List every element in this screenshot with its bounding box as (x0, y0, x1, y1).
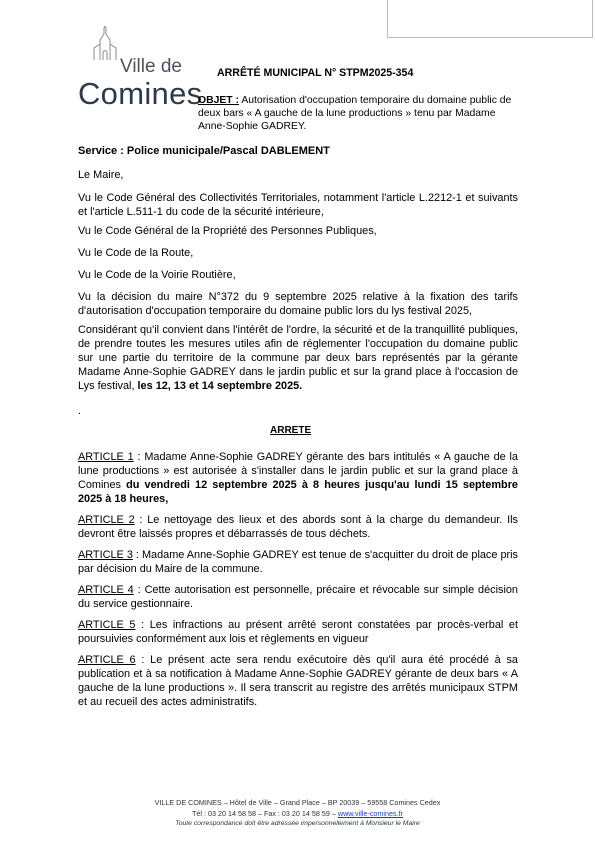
article-sep: : (132, 549, 142, 561)
article-text: Madame Anne-Sophie GADREY gérante des bars intitulés « A gauche de la lune productions » est autorisée à s'installer dans le jardin public et sur la grand place à Comines (78, 451, 518, 491)
article-text: Les infractions au présent arrêté seront constatées par procès-verbal et poursuivies conformément aux lois et règlements en vigueur (78, 619, 518, 645)
objet-label: OBJET : (198, 95, 239, 106)
article-label: ARTICLE 5 (78, 619, 136, 631)
article-sep: : (135, 619, 150, 631)
article-3 (78, 548, 518, 576)
considerant-paragraph (78, 323, 518, 393)
intro-text: Le Maire, (78, 169, 124, 181)
article-sep: : (133, 451, 145, 463)
article-text: Madame Anne-Sophie GADREY est tenue de s'acquitter du droit de place pris par décision du Maire de la commune. (78, 549, 519, 575)
logo-line2: Comines (78, 76, 203, 111)
footer-website-link[interactable]: www.ville-comines.fr (337, 809, 403, 818)
article-sep: : (135, 654, 151, 666)
article-text: Le nettoyage des lieux et des abords sont à la charge du demandeur. Ils devront être laissés propres et débarrassés de tous déchets. (78, 514, 518, 540)
footer-address: VILLE DE COMINES – Hôtel de Ville – Grand Place – BP 20039 – 59558 Comines Cedex (154, 798, 441, 807)
article-1 (78, 450, 518, 506)
church-icon (92, 26, 122, 60)
article-5 (78, 618, 518, 646)
separator-dot: . (78, 405, 82, 417)
article-sep: : (133, 584, 145, 596)
city-logo (78, 26, 203, 114)
article-bold: du vendredi 12 septembre 2025 à 8 heures jusqu'au lundi 15 septembre 2025 à 18 heures, (78, 479, 518, 505)
objet-text: Autorisation d'occupation temporaire du domaine public de deux bars « A gauche de la lune productions » tenu par Madame Anne-Sophie GADREY. (198, 95, 512, 132)
footer-note: Toute correspondance doit être adressée impersonnellement à Monsieur le Maire (175, 820, 420, 827)
article-6 (78, 653, 518, 709)
service-line: Service : Police municipale/Pascal DABLEMENT (78, 145, 330, 157)
article-text: Le présent acte sera rendu exécutoire dès qu'il aura été procédé à sa publication et à sa notification à Madame Anne-Sophie GADREY gérante de deux bars « A gauche de la lune productions ». Il sera transcrit au registre des arrêtés municipaux STPM et au recueil des actes administratifs. (78, 654, 518, 708)
logo-line1: Ville de (120, 56, 182, 77)
article-2 (78, 513, 518, 541)
document-title: ARRÊTÉ MUNICIPAL N° STPM2025-354 (217, 67, 414, 79)
article-label: ARTICLE 2 (78, 514, 135, 526)
article-sep: : (134, 514, 148, 526)
vu-cgct: Vu le Code Général des Collectivités Territoriales, notamment l'article L.2212-1 et suivants et l'article L.511-1 du code de la sécurité intérieure, (78, 192, 518, 218)
stamp-box (387, 0, 593, 38)
article-label: ARTICLE 1 (78, 451, 134, 463)
footer-phone: Tél : 03 20 14 58 58 – Fax : 03 20 14 58 59 – (192, 809, 338, 818)
considerant-dates: les 12, 13 et 14 septembre 2025. (134, 380, 303, 392)
article-label: ARTICLE 6 (78, 654, 136, 666)
footer-contact (0, 809, 595, 818)
article-label: ARTICLE 3 (78, 549, 133, 561)
article-text: Cette autorisation est personnelle, précaire et révocable sur simple décision du service gestionnaire. (78, 584, 518, 610)
vu-code-voirie: Vu le Code de la Voirie Routière, (78, 269, 236, 281)
vu-cgppp: Vu le Code Général de la Propriété des Personnes Publiques, (78, 225, 377, 237)
considerant-text: Considérant qu'il convient dans l'intérêt de l'ordre, la sécurité et de la tranquillité publiques, de prendre toutes les mesures utiles afin de réglementer l'occupation du domaine public sur une partie du territoire de la commune par deux bars représentés par la gérante Madame Anne-Sophie GADREY dans le jardin public et sur la grand place à l'occasion de Lys festival, (78, 324, 518, 392)
arrete-heading: ARRETE (270, 425, 312, 436)
vu-code-route: Vu le Code de la Route, (78, 247, 194, 259)
article-label: ARTICLE 4 (78, 584, 134, 596)
vu-decision: Vu la décision du maire N°372 du 9 septembre 2025 relative à la fixation des tarifs d'autorisation d'occupation temporaire du domaine public lors du lys festival 2025, (78, 291, 518, 317)
article-4 (78, 583, 518, 611)
objet-block (198, 94, 518, 133)
